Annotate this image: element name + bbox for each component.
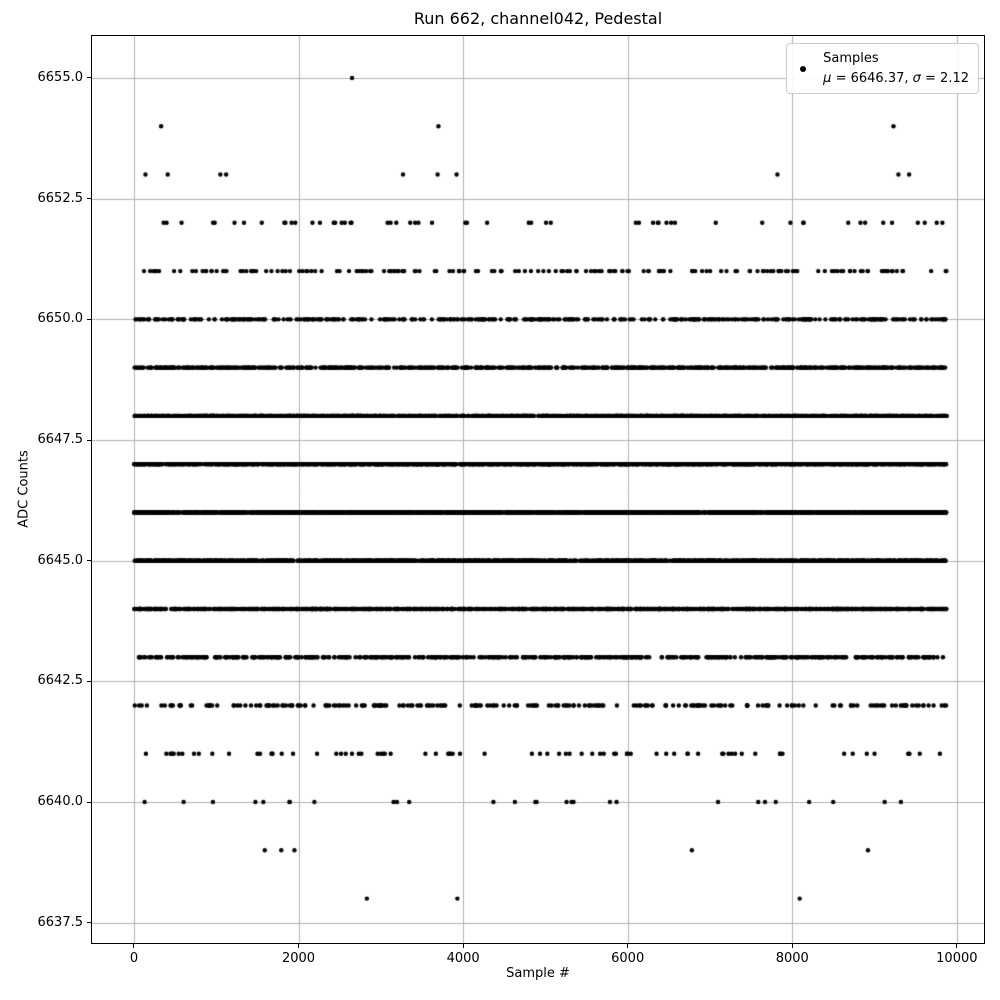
- x-tick-mark: [956, 944, 957, 948]
- y-tick-mark: [87, 440, 91, 441]
- x-tick-mark: [133, 944, 134, 948]
- legend-stats-part: = 6646.37,: [831, 70, 913, 86]
- legend-stats-part: = 2.12: [920, 70, 969, 86]
- x-tick-label: 6000: [611, 951, 645, 966]
- y-tick-mark: [87, 922, 91, 923]
- y-tick-mark: [87, 77, 91, 78]
- x-tick-mark: [463, 944, 464, 948]
- plot-area: [91, 35, 985, 944]
- scatter-canvas: [92, 36, 984, 943]
- x-tick-mark: [298, 944, 299, 948]
- x-tick-label: 2000: [281, 951, 316, 966]
- x-tick-mark: [627, 944, 628, 948]
- y-tick-label: 6637.5: [37, 914, 83, 930]
- y-axis-label: ADC Counts: [16, 450, 32, 528]
- legend-stats-part: μ: [823, 70, 832, 86]
- y-tick-label: 6640.0: [37, 794, 83, 810]
- x-tick-label: 10000: [936, 951, 978, 966]
- y-tick-label: 6652.5: [37, 190, 83, 206]
- x-tick-label: 8000: [775, 951, 809, 966]
- x-tick-label: 0: [129, 951, 139, 966]
- y-tick-mark: [87, 319, 91, 320]
- y-tick-label: 6645.0: [37, 552, 83, 568]
- x-tick-label: 4000: [446, 951, 480, 966]
- legend: [786, 43, 979, 94]
- y-tick-mark: [87, 560, 91, 561]
- y-tick-label: 6655.0: [37, 69, 83, 85]
- legend-text: [823, 49, 969, 88]
- y-tick-label: 6650.0: [37, 311, 83, 327]
- y-tick-label: 6647.5: [37, 432, 83, 448]
- y-tick-mark: [87, 802, 91, 803]
- legend-label-samples: Samples: [823, 51, 879, 66]
- y-tick-mark: [87, 681, 91, 682]
- legend-stats-line: [823, 69, 969, 89]
- legend-sample-marker-dot: [800, 66, 806, 72]
- x-axis-label: Sample #: [506, 966, 570, 981]
- x-tick-mark: [792, 944, 793, 948]
- y-tick-mark: [87, 198, 91, 199]
- chart-title: Run 662, channel042, Pedestal: [413, 9, 663, 28]
- y-tick-label: 6642.5: [37, 673, 83, 689]
- legend-stats-part: σ: [912, 70, 921, 86]
